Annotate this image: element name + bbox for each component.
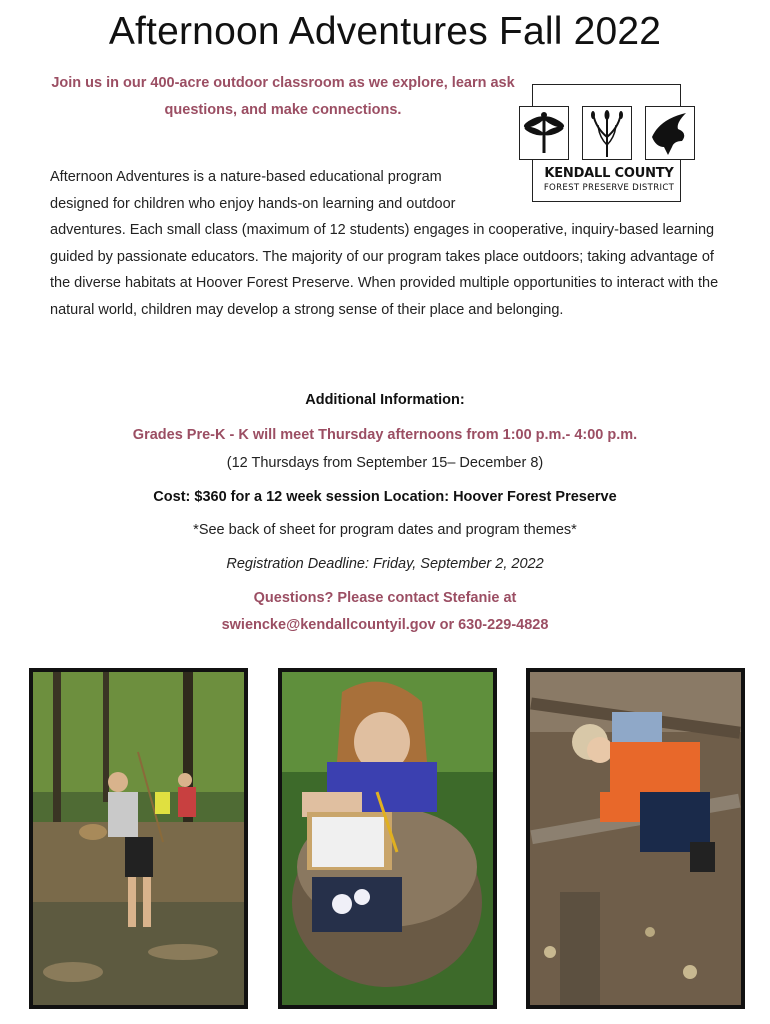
dragonfly-icon (519, 106, 569, 160)
intro-rest: adventures. Each small class (maximum of 12 students) engages in cooperative, inquiry-based learning guided by passionate educators. The majority of our program takes place outdoors; taking advantage of the diverse habitats at Hoover Forest Preserve. When provided multiple opportunities to interact with the natural world, children may develop a strong sense of their place and belonging. (50, 222, 719, 318)
grades-line: Grades Pre-K - K will meet Thursday afternoons from 1:00 p.m.- 4:00 p.m. (132, 427, 638, 443)
logo-name: KENDALL COUNTY (544, 166, 674, 181)
logo-subtitle: FOREST PRESERVE DISTRICT (543, 183, 675, 193)
cost-location-line: Cost: $360 for a 12 week session Location: Hoover Forest Preserve (153, 489, 617, 505)
photo-child-forest-floor (526, 668, 745, 1009)
intro-line-1: Afternoon Adventures is a nature-based educational program (50, 169, 442, 185)
contact-line: swiencke@kendallcountyil.gov or 630-229-4828 (221, 617, 549, 633)
questions-line: Questions? Please contact Stefanie at (253, 590, 517, 606)
note-line: *See back of sheet for program dates and program themes* (193, 522, 577, 538)
intro-line-2: designed for children who enjoy hands-on learning and outdoor (50, 195, 456, 212)
hawk-icon (645, 106, 695, 160)
photo-child-creek (29, 668, 248, 1009)
deadline-line: Registration Deadline: Friday, September 2, 2022 (226, 556, 544, 572)
plant-icon (582, 106, 632, 160)
page-title: Afternoon Adventures Fall 2022 (108, 10, 662, 53)
intro-paragraph (50, 164, 730, 323)
schedule-line: (12 Thursdays from September 15– December 8) (226, 455, 544, 471)
photo-child-drawing (278, 668, 497, 1009)
additional-info-heading: Additional Information: (305, 392, 465, 408)
tagline: Join us in our 400-acre outdoor classroom as we explore, learn ask questions, and make connections. (51, 75, 515, 118)
